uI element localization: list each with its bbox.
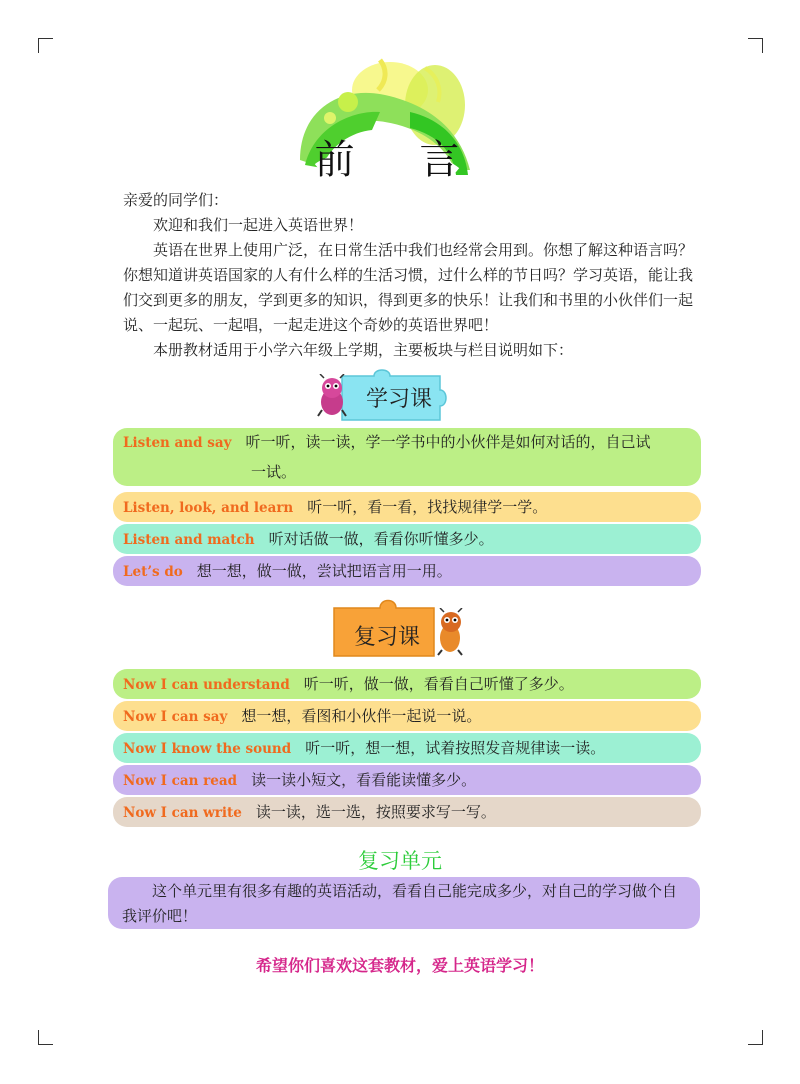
closing-message: 希望你们喜欢这套教材，爱上英语学习！ (255, 956, 544, 975)
list-item (113, 428, 701, 486)
greeting: 亲爱的同学们： (123, 191, 229, 209)
crop-mark-icon (38, 1030, 53, 1045)
review-section-heading (330, 598, 470, 662)
study-heading-label: 学习课 (366, 387, 433, 412)
list-item (113, 765, 701, 795)
list-item (113, 701, 701, 731)
list-item (113, 556, 701, 586)
list-item (113, 797, 701, 827)
list-item (113, 492, 701, 522)
item-text: 听一听，看一看，找找规律学一学。 (307, 498, 548, 516)
item-text: 想一想，做一做，尝试把语言用一用。 (196, 562, 452, 580)
bug-mascot-icon (434, 608, 468, 656)
intro (123, 188, 693, 363)
review-unit-heading: 复习单元 (358, 849, 442, 873)
intro-paragraph: 英语在世界上使用广泛，在日常生活中我们也经常会用到。你想了解这种语言吗？你想知道讲英语国家的人有什么样的生活习惯，过什么样的节日吗？学习英语，能让我们交到更多的朋友，学到更多的知识，得到更多的快乐！让我们和书里的小伙伴们一起说、一起玩、一起唱，一起走进这个奇妙的英语世界吧！ (123, 241, 694, 334)
review-heading-label: 复习课 (354, 625, 421, 650)
crop-mark-icon (748, 38, 763, 53)
item-tag: Now I can read (123, 773, 238, 789)
item-text: 听一听，做一做，看看自己听懂了多少。 (303, 675, 574, 693)
item-tag: Listen, look, and learn (123, 500, 294, 516)
item-text: 读一读小短文，看看能读懂多少。 (251, 771, 477, 789)
item-text: 一试。 (251, 463, 297, 481)
item-tag: Listen and say (123, 435, 232, 451)
crop-mark-icon (38, 38, 53, 53)
item-tag: Now I know the sound (123, 741, 292, 757)
item-text: 听一听，读一读，学一学书中的小伙伴是如何对话的，自己试 (245, 433, 651, 451)
list-item (113, 733, 701, 763)
item-text: 听对话做一做，看看你听懂多少。 (268, 530, 494, 548)
crop-mark-icon (748, 1030, 763, 1045)
welcome-text: 欢迎和我们一起进入英语世界！ (153, 216, 364, 234)
usage-text: 本册教材适用于小学六年级上学期，主要板块与栏目说明如下： (153, 341, 574, 359)
page-title: 前 言 (314, 137, 486, 183)
item-tag: Now I can understand (123, 677, 290, 693)
list-item (113, 669, 701, 699)
item-tag: Now I can write (123, 805, 242, 821)
item-text: 听一听，想一想，试着按照发音规律读一读。 (305, 739, 606, 757)
bug-mascot-icon (314, 374, 350, 418)
item-text: 读一读，选一选，按照要求写一写。 (255, 803, 496, 821)
item-tag: Listen and match (123, 532, 255, 548)
list-item (113, 524, 701, 554)
study-section-heading (312, 368, 452, 426)
item-tag: Now I can say (123, 709, 228, 725)
review-unit-text: 这个单元里有很多有趣的英语活动，看看自己能完成多少，对自己的学习做个自我评价吧！ (122, 882, 678, 925)
item-tag: Let’s do (123, 564, 183, 580)
review-unit-description (108, 877, 700, 929)
item-text: 想一想，看图和小伙伴一起说一说。 (241, 707, 482, 725)
